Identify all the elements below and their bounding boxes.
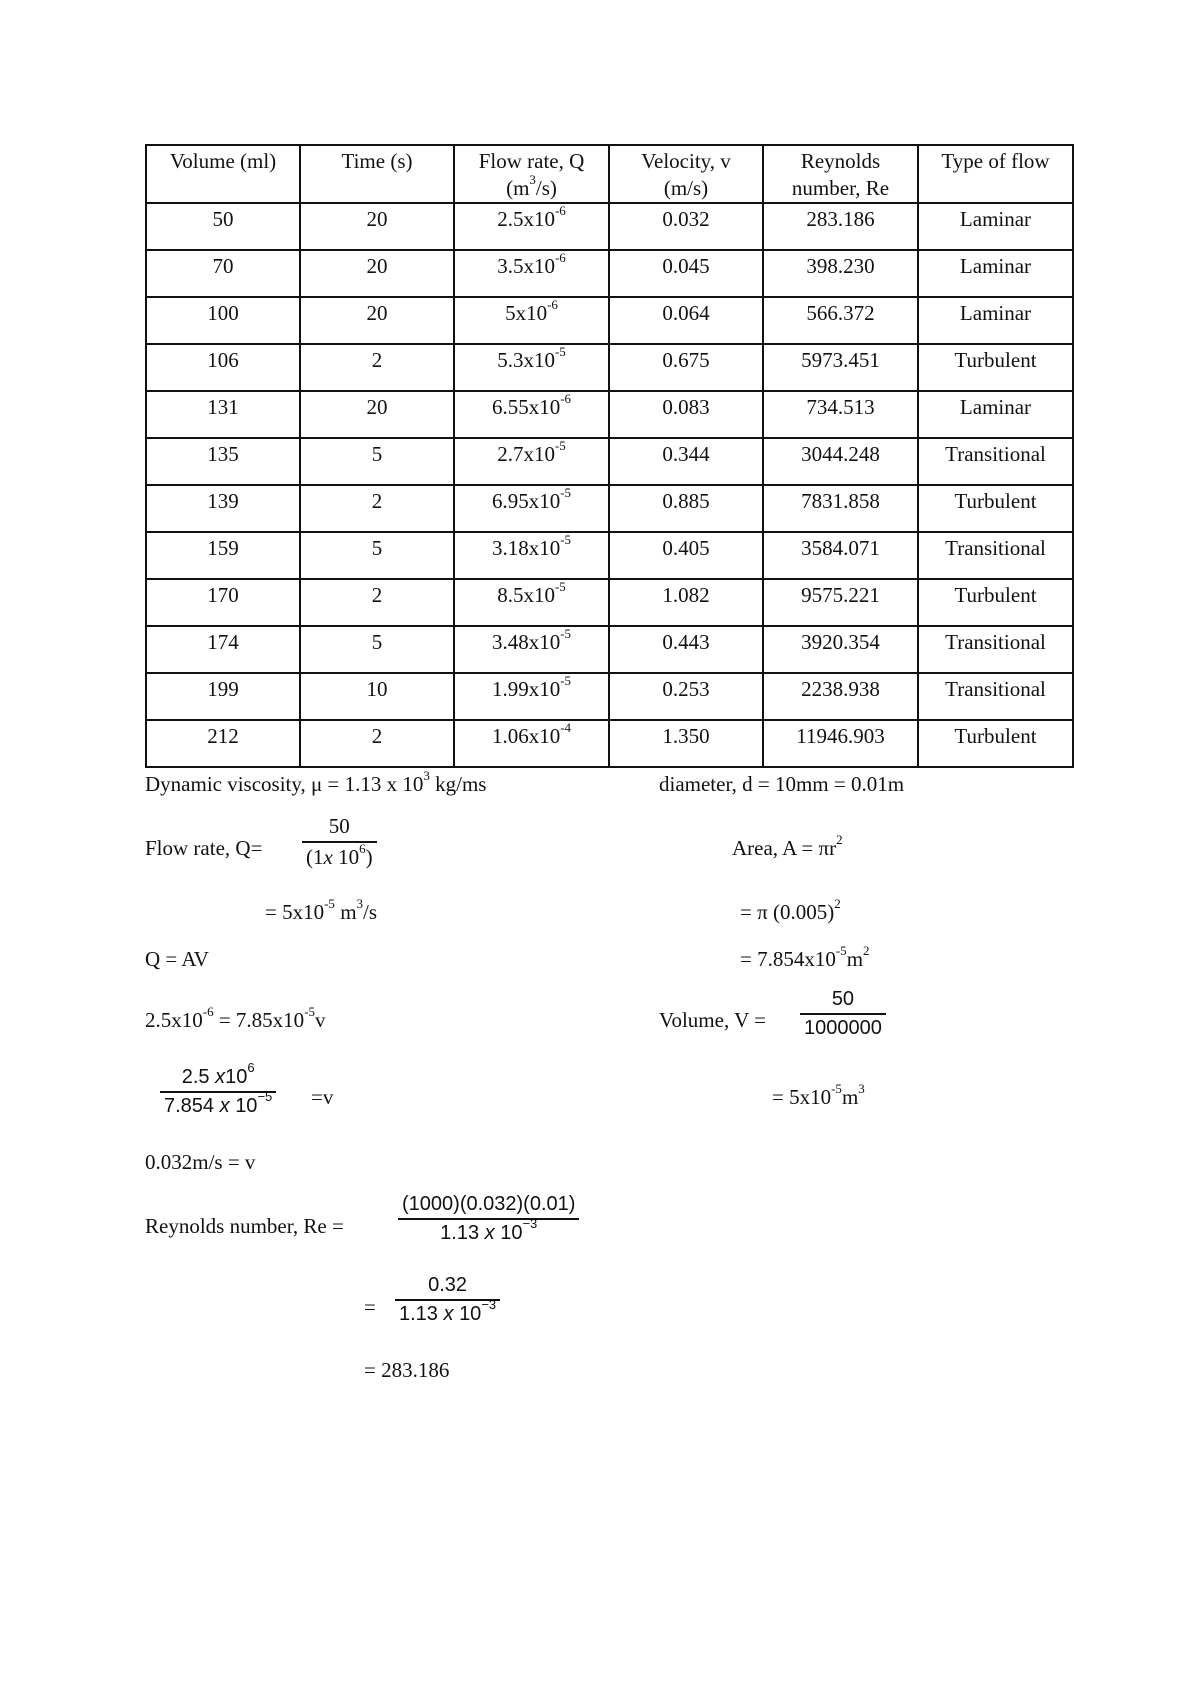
cell-velocity: 0.032 [609,203,763,250]
cell-velocity: 1.350 [609,720,763,767]
cell-volume: 170 [146,579,300,626]
diameter-note: diameter, d = 10mm = 0.01m [659,772,905,796]
reynolds-fraction [398,1193,579,1245]
cell-reynolds: 2238.938 [763,673,918,720]
cell-flow-type: Laminar [918,250,1073,297]
reynolds-label: Reynolds number, Re = [145,1214,344,1238]
table-row [146,626,1073,673]
header-flow-rate: Flow rate, Q $(m^3/s)$ [454,145,609,203]
cell-volume: 212 [146,720,300,767]
table-row [146,297,1073,344]
results-table [145,144,1074,768]
table-row [146,391,1073,438]
area-step: = π $(0.005)^2$ [740,896,841,924]
flow-rate-numerator: 50 [302,814,377,843]
cell-flow-rate: $5x10^{-6}$ [454,297,609,344]
cell-volume: 139 [146,485,300,532]
cell-volume: 174 [146,626,300,673]
cell-time: 20 [300,297,454,344]
cell-reynolds: 11946.903 [763,720,918,767]
reynolds-result: = 283.186 [364,1358,450,1382]
cell-flow-type: Turbulent [918,485,1073,532]
cell-time: 5 [300,532,454,579]
table-row [146,532,1073,579]
volume-result: = $5x10^{-5}m^3$ [772,1081,865,1109]
equals-v: =v [311,1085,334,1109]
cell-velocity: 0.443 [609,626,763,673]
cell-flow-rate: $3.18x10^{-5}$ [454,532,609,579]
volume-fraction [800,988,886,1040]
reynolds-fraction-2 [395,1274,500,1326]
cell-flow-type: Turbulent [918,720,1073,767]
cell-flow-rate: $3.48x10^{-5}$ [454,626,609,673]
flow-rate-label: Flow rate, Q= [145,836,263,860]
cell-flow-rate: $6.95x10^{-5}$ [454,485,609,532]
table-row [146,720,1073,767]
q-av-equation: Q = AV [145,947,209,971]
cell-reynolds: 3044.248 [763,438,918,485]
cell-time: 2 [300,485,454,532]
cell-flow-type: Transitional [918,626,1073,673]
cell-time: 20 [300,203,454,250]
table-header-row [146,145,1073,203]
cell-velocity: 0.405 [609,532,763,579]
reynolds-numerator: (1000)(0.032)(0.01) [398,1193,579,1220]
cell-time: 10 [300,673,454,720]
cell-reynolds: 3584.071 [763,532,918,579]
header-velocity: Velocity, v (m/s) [609,145,763,203]
area-label: Area, $A = \pi r^2$ [732,832,843,860]
cell-velocity: 0.344 [609,438,763,485]
velocity-fraction [160,1060,276,1118]
cell-reynolds: 566.372 [763,297,918,344]
cell-time: 20 [300,250,454,297]
cell-time: 2 [300,579,454,626]
cell-flow-rate: $8.5x10^{-5}$ [454,579,609,626]
cell-volume: 135 [146,438,300,485]
cell-time: 2 [300,344,454,391]
cell-flow-type: Transitional [918,673,1073,720]
cell-flow-rate: $1.99x10^{-5}$ [454,673,609,720]
table-row [146,250,1073,297]
cell-reynolds: 283.186 [763,203,918,250]
cell-velocity: 0.675 [609,344,763,391]
cell-reynolds: 7831.858 [763,485,918,532]
table-row [146,203,1073,250]
header-volume: Volume (ml) [146,145,300,203]
cell-volume: 100 [146,297,300,344]
reynolds-numerator-2: 0.32 [395,1274,500,1301]
flow-rate-fraction [302,814,377,870]
cell-flow-rate: $2.7x10^{-5}$ [454,438,609,485]
cell-velocity: 0.064 [609,297,763,344]
cell-flow-rate: $5.3x10^{-5}$ [454,344,609,391]
velocity-denominator: 7.854 x $10^{-5}$ [164,1089,273,1117]
reynolds-denominator: 1.13 x $10^{-3}$ [440,1216,538,1244]
cell-time: 5 [300,626,454,673]
cell-reynolds: 734.513 [763,391,918,438]
cell-volume: 199 [146,673,300,720]
cell-flow-type: Laminar [918,391,1073,438]
flow-rate-denominator: (1x $10^6$) [306,841,373,869]
volume-numerator: 50 [800,988,886,1015]
cell-volume: 50 [146,203,300,250]
cell-flow-type: Laminar [918,203,1073,250]
velocity-numerator: 2.5 $x10^6$ [160,1066,276,1093]
cell-reynolds: 9575.221 [763,579,918,626]
cell-flow-type: Turbulent [918,579,1073,626]
flow-rate-result: = $5x10^{-5}$ $m^3/s$ [265,896,378,924]
table-row [146,344,1073,391]
cell-flow-type: Transitional [918,532,1073,579]
header-time: Time (s) [300,145,454,203]
cell-flow-rate: $1.06x10^{-4}$ [454,720,609,767]
cell-velocity: 1.082 [609,579,763,626]
reynolds-equals-sign: = [364,1295,376,1319]
cell-time: 20 [300,391,454,438]
cell-volume: 131 [146,391,300,438]
table-row [146,485,1073,532]
table-row [146,673,1073,720]
cell-reynolds: 398.230 [763,250,918,297]
cell-volume: 159 [146,532,300,579]
area-result: = $7.854x10^{-5}m^2$ [740,943,870,971]
reynolds-denominator-2: 1.13 x $10^{-3}$ [399,1297,497,1325]
cell-volume: 106 [146,344,300,391]
header-flow-type: Type of flow [918,145,1073,203]
volume-label: Volume, V = [659,1008,766,1032]
cell-velocity: 0.253 [609,673,763,720]
velocity-result: 0.032m/s = v [145,1150,256,1174]
cell-time: 5 [300,438,454,485]
cell-volume: 70 [146,250,300,297]
cell-flow-type: Laminar [918,297,1073,344]
cell-time: 2 [300,720,454,767]
cell-velocity: 0.885 [609,485,763,532]
cell-velocity: 0.045 [609,250,763,297]
cell-velocity: 0.083 [609,391,763,438]
cell-reynolds: 5973.451 [763,344,918,391]
header-reynolds: Reynolds number, Re [763,145,918,203]
velocity-equation: $2.5x10^{-6} = 7.85x10^{-5}v$ [145,1004,326,1032]
cell-flow-rate: $3.5x10^{-6}$ [454,250,609,297]
table-row [146,438,1073,485]
table-row [146,579,1073,626]
cell-flow-type: Transitional [918,438,1073,485]
cell-flow-type: Turbulent [918,344,1073,391]
volume-denominator: 1000000 [804,1017,882,1039]
viscosity-note: Dynamic viscosity, μ = 1.13 x $10^3$ kg/ms [145,768,487,796]
cell-flow-rate: $6.55x10^{-6}$ [454,391,609,438]
cell-reynolds: 3920.354 [763,626,918,673]
cell-flow-rate: $2.5x10^{-6}$ [454,203,609,250]
